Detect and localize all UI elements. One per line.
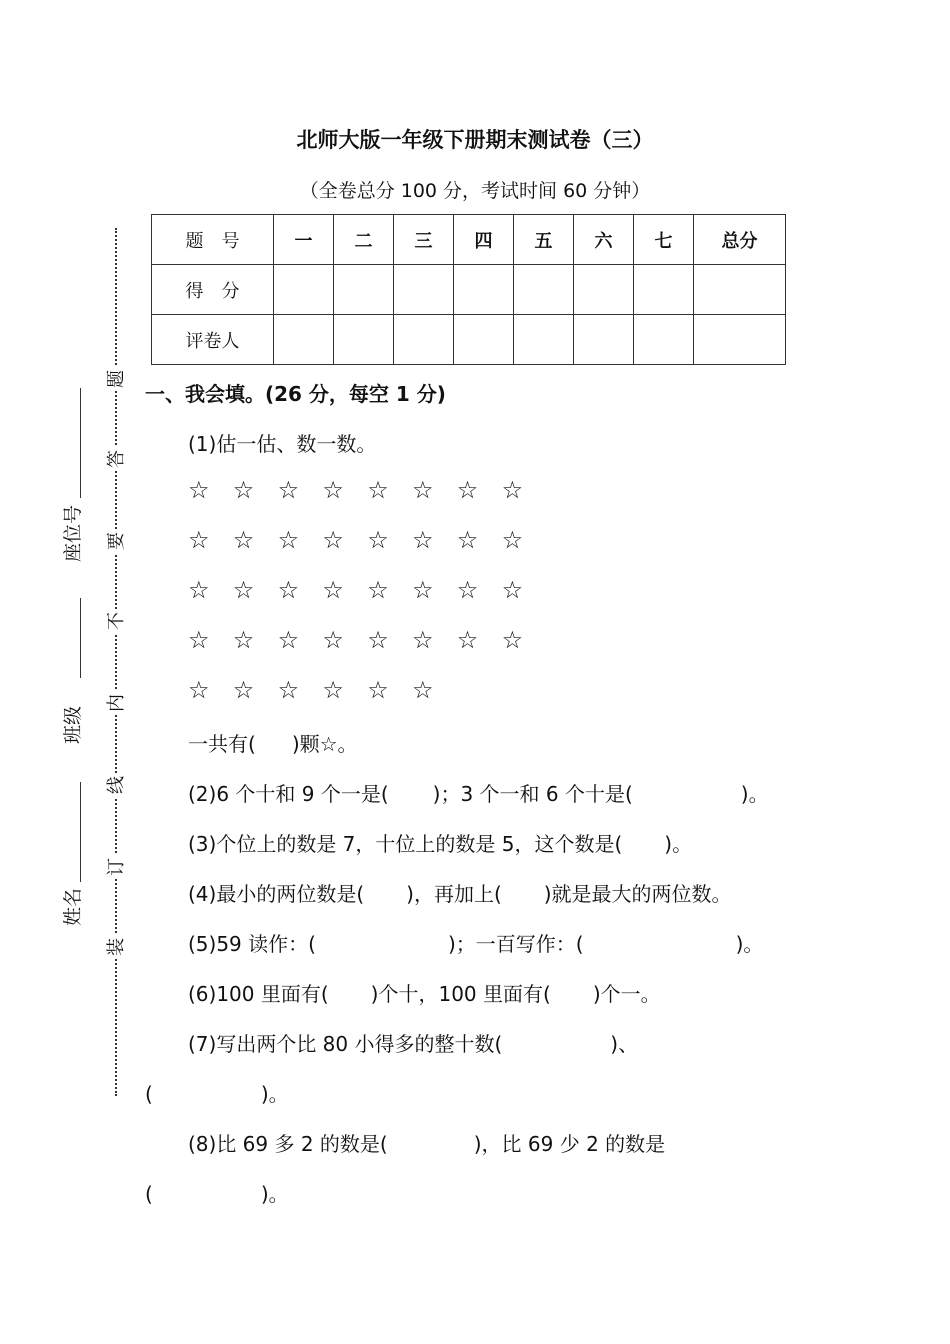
star-icon: ☆ xyxy=(501,626,524,654)
seal-char: 不 xyxy=(102,609,128,633)
star-icon: ☆ xyxy=(188,626,210,654)
question-6: (6)100 里面有( )个十，100 里面有( )个一。 xyxy=(188,982,661,1006)
star-icon: ☆ xyxy=(188,676,210,704)
score-row-label: 得 分 xyxy=(152,265,274,315)
star-icon: ☆ xyxy=(411,676,434,704)
question-8: (8)比 69 多 2 的数是( )，比 69 少 2 的数是 xyxy=(188,1132,666,1156)
question-4: (4)最小的两位数是( )，再加上( )就是最大的两位数。 xyxy=(188,882,732,906)
star-icon: ☆ xyxy=(232,526,255,554)
grader-cell[interactable] xyxy=(274,315,334,365)
class-blank[interactable] xyxy=(80,598,81,678)
question-1-label: (1)估一估、数一数。 xyxy=(188,432,377,456)
score-cell[interactable] xyxy=(394,265,454,315)
star-icon: ☆ xyxy=(232,676,255,704)
star-icon: ☆ xyxy=(322,526,344,554)
header-cell-7: 七 xyxy=(634,215,694,265)
star-icon: ☆ xyxy=(367,576,389,604)
header-cell-5: 五 xyxy=(514,215,574,265)
header-cell-4: 四 xyxy=(454,215,514,265)
header-cell-6: 六 xyxy=(574,215,634,265)
grader-cell[interactable] xyxy=(514,315,574,365)
question-1-answer: 一共有( )颗☆。 xyxy=(188,732,358,756)
header-cell-3: 三 xyxy=(394,215,454,265)
star-icon: ☆ xyxy=(322,476,344,504)
star-icon: ☆ xyxy=(367,626,389,654)
page-subtitle: （全卷总分 100 分，考试时间 60 分钟） xyxy=(299,180,651,202)
star-icon: ☆ xyxy=(367,476,389,504)
star-icon: ☆ xyxy=(411,626,434,654)
score-cell[interactable] xyxy=(274,265,334,315)
grader-row-label: 评卷人 xyxy=(152,315,274,365)
star-icon: ☆ xyxy=(367,526,389,554)
score-cell[interactable] xyxy=(574,265,634,315)
star-icon: ☆ xyxy=(277,626,300,654)
star-icon: ☆ xyxy=(322,576,344,604)
seal-char: 装 xyxy=(102,935,128,959)
grader-cell[interactable] xyxy=(634,315,694,365)
seal-char: 题 xyxy=(102,367,128,391)
star-icon: ☆ xyxy=(232,476,255,504)
score-cell[interactable] xyxy=(334,265,394,315)
score-row xyxy=(152,265,786,315)
header-cell-1: 一 xyxy=(274,215,334,265)
star-icon: ☆ xyxy=(501,576,524,604)
grader-cell[interactable] xyxy=(694,315,786,365)
name-blank[interactable] xyxy=(80,782,81,882)
question-3: (3)个位上的数是 7，十位上的数是 5，这个数是( )。 xyxy=(188,832,693,856)
seat-number-blank[interactable] xyxy=(80,388,81,498)
score-cell[interactable] xyxy=(454,265,514,315)
star-row xyxy=(188,576,546,604)
question-5: (5)59 读作：( )；一百写作：( )。 xyxy=(188,932,764,956)
score-table xyxy=(151,214,786,365)
seal-char: 内 xyxy=(102,691,128,715)
seal-char: 线 xyxy=(102,773,128,797)
grader-cell[interactable] xyxy=(454,315,514,365)
star-icon: ☆ xyxy=(277,676,300,704)
star-icon: ☆ xyxy=(322,676,344,704)
star-row xyxy=(188,526,546,554)
grader-cell[interactable] xyxy=(574,315,634,365)
seat-number-label: 座位号 xyxy=(62,504,84,562)
seal-char: 答 xyxy=(102,447,128,471)
score-table-header-row xyxy=(152,215,786,265)
score-cell[interactable] xyxy=(694,265,786,315)
question-2: (2)6 个十和 9 个一是( )；3 个一和 6 个十是( )。 xyxy=(188,782,769,806)
star-icon: ☆ xyxy=(232,626,255,654)
star-icon: ☆ xyxy=(277,476,300,504)
seal-char: 要 xyxy=(102,529,128,553)
star-icon: ☆ xyxy=(456,576,479,604)
class-label: 班级 xyxy=(62,705,84,744)
star-icon: ☆ xyxy=(322,626,344,654)
score-cell[interactable] xyxy=(514,265,574,315)
grader-cell[interactable] xyxy=(394,315,454,365)
star-icon: ☆ xyxy=(456,526,479,554)
star-row xyxy=(188,476,546,504)
star-row xyxy=(188,626,546,654)
star-icon: ☆ xyxy=(456,476,479,504)
question-7-continued: ( )。 xyxy=(145,1082,289,1106)
section-heading: 一、我会填。(26 分，每空 1 分) xyxy=(145,382,446,406)
star-icon: ☆ xyxy=(277,526,300,554)
name-label: 姓名 xyxy=(62,887,84,926)
header-cell-2: 二 xyxy=(334,215,394,265)
star-icon: ☆ xyxy=(277,576,300,604)
star-icon: ☆ xyxy=(411,476,434,504)
star-icon: ☆ xyxy=(232,576,255,604)
star-icon: ☆ xyxy=(367,676,389,704)
star-icon: ☆ xyxy=(501,476,524,504)
header-cell-label: 题 号 xyxy=(152,215,274,265)
star-icon: ☆ xyxy=(188,476,210,504)
star-icon: ☆ xyxy=(456,626,479,654)
star-icon: ☆ xyxy=(411,576,434,604)
star-row xyxy=(188,676,457,704)
grader-cell[interactable] xyxy=(334,315,394,365)
page-title: 北师大版一年级下册期末测试卷（三） xyxy=(296,128,654,152)
binding-dotted-line xyxy=(115,228,117,1096)
star-icon: ☆ xyxy=(188,526,210,554)
star-icon: ☆ xyxy=(501,526,524,554)
star-icon: ☆ xyxy=(188,576,210,604)
question-8-continued: ( )。 xyxy=(145,1182,289,1206)
header-cell-total: 总分 xyxy=(694,215,786,265)
star-icon: ☆ xyxy=(411,526,434,554)
seal-char: 订 xyxy=(102,855,128,879)
question-7: (7)写出两个比 80 小得多的整十数( )、 xyxy=(188,1032,639,1056)
score-cell[interactable] xyxy=(634,265,694,315)
grader-row xyxy=(152,315,786,365)
